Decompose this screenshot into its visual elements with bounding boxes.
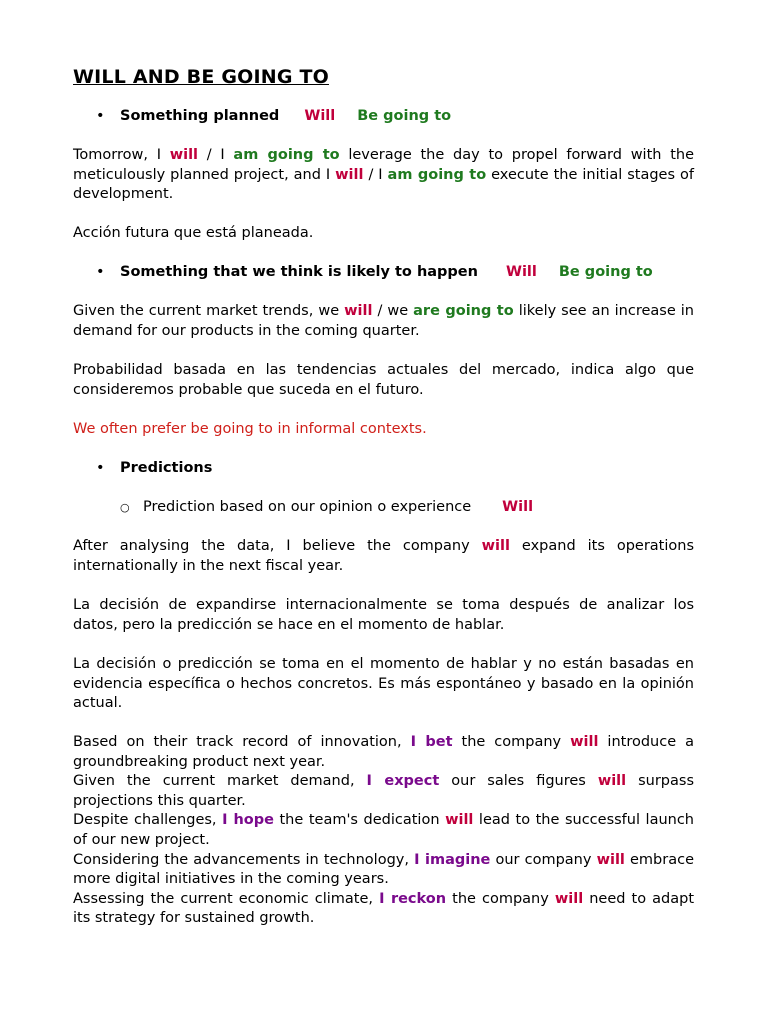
keyword-will: will: [570, 734, 599, 750]
bullet-likely-to-happen: [96, 263, 653, 283]
text-fragment: the team's dedication: [273, 812, 446, 829]
tag-be-going-to: Be going to: [357, 108, 452, 124]
text-fragment: introduce a groundbreaking product next year.: [73, 734, 694, 770]
example-planned: [73, 146, 694, 205]
keyword-will: will: [169, 147, 199, 163]
text-fragment: Despite challenges,: [73, 812, 223, 829]
text-fragment: leverage the day to propel forward with the meticulously planned project, and I: [73, 147, 694, 183]
text-fragment: our sales figures: [439, 773, 598, 790]
heading-something-planned: Something planned: [120, 108, 280, 124]
tag-will: Will: [304, 108, 336, 124]
opinion-verb: I reckon: [379, 890, 447, 907]
bullet-something-planned: [96, 107, 451, 127]
text-fragment: Assessing the current economic climate,: [73, 890, 380, 907]
keyword-will: will: [445, 812, 474, 829]
text-fragment: Given the current market demand,: [73, 773, 367, 790]
text-fragment: Given the current market trends, we: [73, 303, 345, 319]
keyword-going-to: am going to: [387, 166, 487, 183]
explanation-prediction-1: La decisión de expandirse internacionalmente se toma después de analizar los datos, pero la predicción se hace en el momento de hablar.: [73, 597, 694, 633]
text-fragment: lead to the successful launch of our new project.: [73, 812, 694, 848]
text-fragment: / I: [363, 166, 388, 183]
text-fragment: Based on their track record of innovation,: [73, 734, 411, 750]
keyword-will: will: [597, 773, 627, 790]
opinion-sentence: [73, 811, 694, 850]
text-fragment: expand its operations internationally in the next fiscal year.: [73, 538, 695, 574]
bullet-dot-icon: •: [96, 460, 105, 476]
note-informal: We often prefer be going to in informal contexts.: [73, 421, 427, 437]
text-fragment: surpass projections this quarter.: [73, 773, 695, 809]
keyword-going-to: am going to: [233, 147, 340, 163]
text-fragment: need to adapt its strategy for sustained growth.: [73, 890, 695, 927]
keyword-going-to: are going to: [413, 303, 514, 319]
opinion-sentence: [73, 890, 694, 929]
opinion-sentence: [73, 772, 694, 811]
keyword-will: will: [596, 851, 625, 868]
tag-be-going-to: Be going to: [558, 264, 653, 280]
keyword-will: will: [335, 166, 364, 183]
tag-will: Will: [505, 264, 537, 280]
text-fragment: embrace more digital initiatives in the coming years.: [73, 851, 694, 888]
bullet-dot-icon: •: [96, 108, 105, 124]
explanation-likely: Probabilidad basada en las tendencias actuales del mercado, indica algo que consideremos probable que suceda en el futuro.: [73, 362, 694, 398]
opinion-sentence: [73, 733, 694, 772]
opinion-verb: I hope: [222, 812, 274, 829]
text-fragment: / we: [372, 303, 414, 319]
bullet-predictions: [96, 459, 212, 479]
text-fragment: likely see an increase in demand for our products in the coming quarter.: [73, 303, 694, 339]
explanation-planned: Acción futura que está planeada.: [73, 225, 314, 241]
bullet-dot-icon: •: [96, 264, 105, 280]
text-fragment: the company: [446, 890, 555, 907]
sub-bullet-label: Prediction based on our opinion o experience: [143, 499, 472, 515]
text-fragment: Considering the advancements in technology,: [73, 851, 415, 868]
text-fragment: the company: [452, 734, 571, 750]
text-fragment: After analysing the data, I believe the company: [73, 538, 482, 554]
heading-predictions: Predictions: [120, 460, 213, 476]
page-title: WILL AND BE GOING TO: [73, 66, 329, 88]
keyword-will: will: [554, 890, 584, 907]
opinion-sentence: [73, 851, 694, 890]
opinion-sentences: [73, 733, 694, 929]
explanation-prediction-2: La decisión o predicción se toma en el momento de hablar y no están basadas en evidencia específica o hechos concretos. Es más espontáneo y basado en la opinión actual.: [73, 656, 694, 712]
text-fragment: our company: [490, 851, 597, 868]
tag-will: Will: [502, 499, 534, 515]
opinion-verb: I imagine: [414, 851, 491, 868]
heading-likely-to-happen: Something that we think is likely to happen: [120, 264, 478, 280]
opinion-verb: I bet: [410, 734, 453, 750]
opinion-verb: I expect: [366, 773, 440, 790]
example-likely: [73, 302, 694, 341]
keyword-will: will: [481, 538, 510, 554]
sub-bullet-opinion: [120, 498, 533, 518]
text-fragment: / I: [198, 147, 234, 163]
text-fragment: Tomorrow, I: [73, 147, 170, 163]
keyword-will: will: [344, 303, 373, 319]
example-prediction: [73, 537, 694, 576]
bullet-circle-icon: ○: [120, 501, 130, 514]
text-fragment: execute the initial stages of development.: [73, 166, 694, 203]
